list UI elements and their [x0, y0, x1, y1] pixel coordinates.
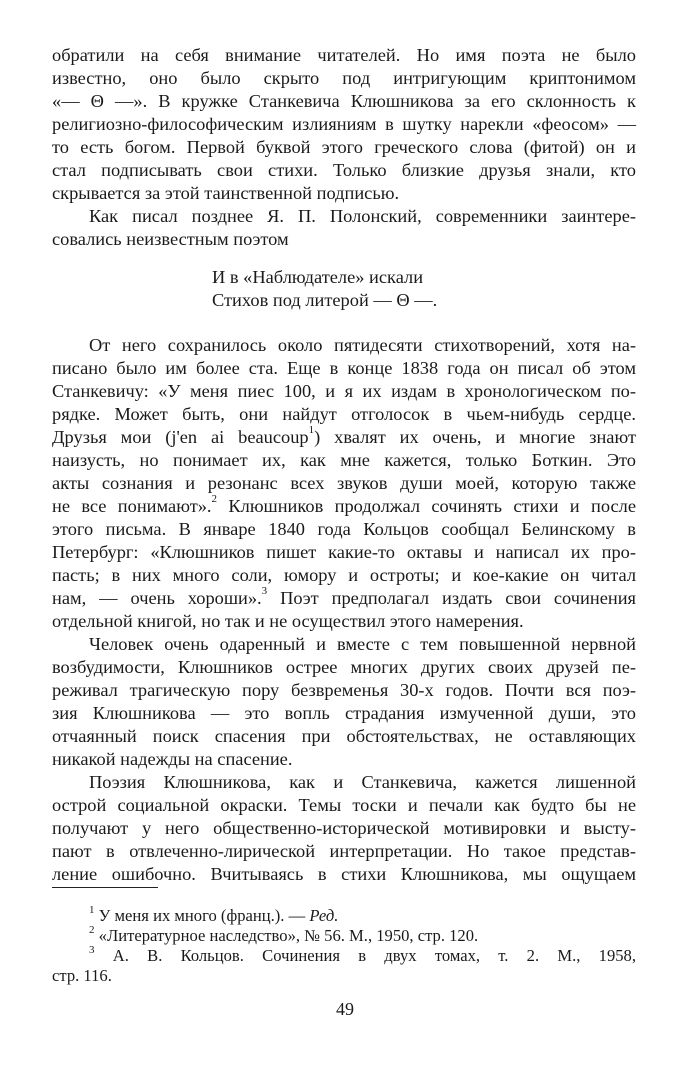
text-segment: Клюшников продолжал сочинять стихи и после — [217, 496, 636, 516]
text-line: Поэзия Клюшникова, как и Станкевича, кажется лишенной — [89, 772, 636, 792]
text-line: получают у него общественно-исторической мотивировки и высту- — [52, 818, 636, 838]
text-line: Человек очень одаренный и вместе с тем повышенной нервной — [89, 634, 636, 654]
verse-line: И в «Наблюдателе» искали — [212, 267, 424, 287]
footnote-text: У меня их много (франц.). — — [98, 906, 310, 925]
text-line: акты сознания и резонанс всех звуков души моей, которую также — [52, 473, 636, 493]
text-line — [52, 587, 636, 610]
text-line — [52, 426, 636, 449]
text-segment: Друзья мои (j'en ai beaucoup — [52, 427, 309, 447]
text-line — [52, 495, 636, 518]
text-line: «— Θ —». В кружке Станкевича Клюшникова за его склонность к — [52, 91, 636, 111]
text-segment: нам, — очень хороши». — [52, 588, 262, 608]
footnote-text: «Литературное наследство», № 56. М., 1950, стр. 120. — [98, 926, 479, 945]
footnote-number: 2 — [89, 924, 95, 936]
text-line: религиозно-философическим излияниям в шутку нарекли «феосом» — — [52, 114, 636, 134]
footnote-3-continuation: стр. 116. — [52, 966, 112, 985]
text-line: обратили на себя внимание читателей. Но имя поэта не было — [52, 45, 636, 65]
footnote-separator — [52, 887, 158, 888]
footnote-number: 1 — [89, 904, 95, 916]
text-line: реживал трагическую пору безвременья 30-х годов. Почти вся поэ- — [52, 680, 636, 700]
footnote-number: 3 — [89, 944, 95, 956]
text-line: ление ошибочно. Вчитываясь в стихи Клюшникова, мы ощущаем — [52, 864, 636, 884]
text-line: рядке. Может быть, они найдут отголосок в чьем-нибудь сердце. — [52, 404, 636, 424]
text-line: пасть; в них много соли, юмору и остроты; и кое-какие он читал — [52, 565, 636, 585]
footnote-ref: 1 — [308, 424, 315, 436]
text-line: Петербург: «Клюшников пишет какие-то октавы и написал их про- — [52, 542, 636, 562]
text-line: острой социальной окраски. Темы тоски и печали как будто бы не — [52, 795, 636, 815]
text-segment: Поэт предполагал издать свои сочинения — [267, 588, 636, 608]
text-segment: не все понимают». — [52, 496, 212, 516]
footnote-3 — [89, 946, 636, 966]
text-line: совались неизвестным поэтом — [52, 229, 289, 249]
footnote-ref: 3 — [261, 585, 268, 597]
page-number: 49 — [336, 999, 354, 1019]
footnote-2 — [89, 926, 478, 946]
text-line: известно, оно было скрыто под интригующим криптонимом — [52, 68, 636, 88]
text-line: никакой надежды на спасение. — [52, 749, 293, 769]
text-line: Станкевичу: «У меня пиес 100, и я их издам в хронологическом по- — [52, 381, 636, 401]
text-line: Как писал позднее Я. П. Полонский, современники заинтере- — [89, 206, 636, 226]
text-line: пают в отвлеченно-лирической интерпретации. Но такое представ- — [52, 841, 636, 861]
text-line: наизусть, но понимает их, как мне кажется, только Боткин. Это — [52, 450, 636, 470]
text-line: отдельной книгой, но так и не осуществил этого намерения. — [52, 611, 524, 631]
text-line: стал подписывать свои стихи. Только близкие друзья знали, кто — [52, 160, 636, 180]
footnote-text: А. В. Кольцов. Сочинения в двух томах, т. 2. М., 1958, — [112, 946, 636, 965]
footnote-1 — [89, 906, 338, 926]
footnote-ref: 2 — [211, 493, 218, 505]
text-line: скрывается за этой таинственной подписью. — [52, 183, 400, 203]
text-line: возбудимости, Клюшников острее многих других своих друзей пе- — [52, 657, 636, 677]
text-line: зия Клюшникова — это вопль страдания измученной души, это — [52, 703, 636, 723]
footnote-italic: Ред. — [309, 906, 339, 925]
text-line: то есть богом. Первой буквой этого греческого слова (фитой) он и — [52, 137, 636, 157]
text-line: писано было им более ста. Еще в конце 1838 года он писал об этом — [52, 358, 636, 378]
text-line: этого письма. В январе 1840 года Кольцов сообщал Белинскому в — [52, 519, 636, 539]
verse-line: Стихов под литерой — Θ —. — [212, 290, 438, 310]
text-line: От него сохранилось около пятидесяти стихотворений, хотя на- — [89, 335, 636, 355]
text-line: отчаянный поиск спасения при обстоятельствах, не оставляющих — [52, 726, 636, 746]
text-segment: ) хвалят их очень, и многие знают — [314, 427, 636, 447]
